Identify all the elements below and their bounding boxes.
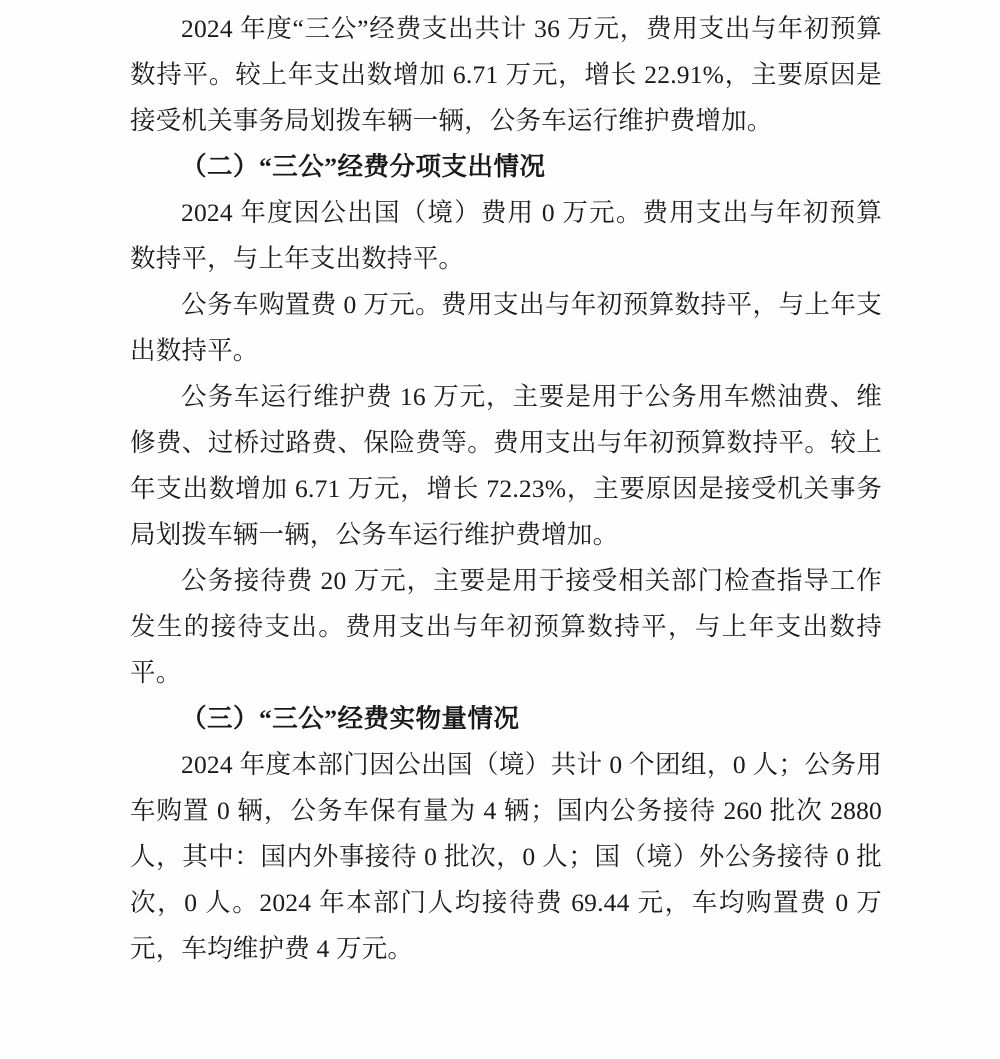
- paragraph-physical-quantities: 2024 年度本部门因公出国（境）共计 0 个团组，0 人；公务用车购置 0 辆，公务车保有量为 4 辆；国内公务接待 260 批次 2880 人，其中：国内外事接待 0 批次，0 人；国（境）外公务接待 0 批次，0 人。2024 年本部门人均接待费 69.44 元，车均购置费 0 万元，车均维护费 4 万元。: [130, 750, 882, 963]
- heading-section-three: （三）“三公”经费实物量情况: [181, 704, 520, 733]
- heading-section-two: （二）“三公”经费分项支出情况: [181, 152, 546, 181]
- paragraph-abroad-expense: 2024 年度因公出国（境）费用 0 万元。费用支出与年初预算数持平，与上年支出数持平。: [130, 198, 882, 273]
- paragraph-vehicle-purchase: 公务车购置费 0 万元。费用支出与年初预算数持平，与上年支出数持平。: [130, 290, 882, 365]
- document-body: [130, 6, 882, 972]
- paragraph-vehicle-maintenance: 公务车运行维护费 16 万元，主要是用于公务用车燃油费、维修费、过桥过路费、保险费等。费用支出与年初预算数持平。较上年支出数增加 6.71 万元，增长 72.23%，主要原因是接受机关事务局划拨车辆一辆，公务车运行维护费增加。: [130, 382, 882, 549]
- paragraph-overview-total: 2024 年度“三公”经费支出共计 36 万元，费用支出与年初预算数持平。较上年支出数增加 6.71 万元，增长 22.91%，主要原因是接受机关事务局划拨车辆一辆，公务车运行维护费增加。: [130, 14, 882, 135]
- paragraph-official-hospitality: 公务接待费 20 万元，主要是用于接受相关部门检查指导工作发生的接待支出。费用支出与年初预算数持平，与上年支出数持平。: [130, 566, 882, 687]
